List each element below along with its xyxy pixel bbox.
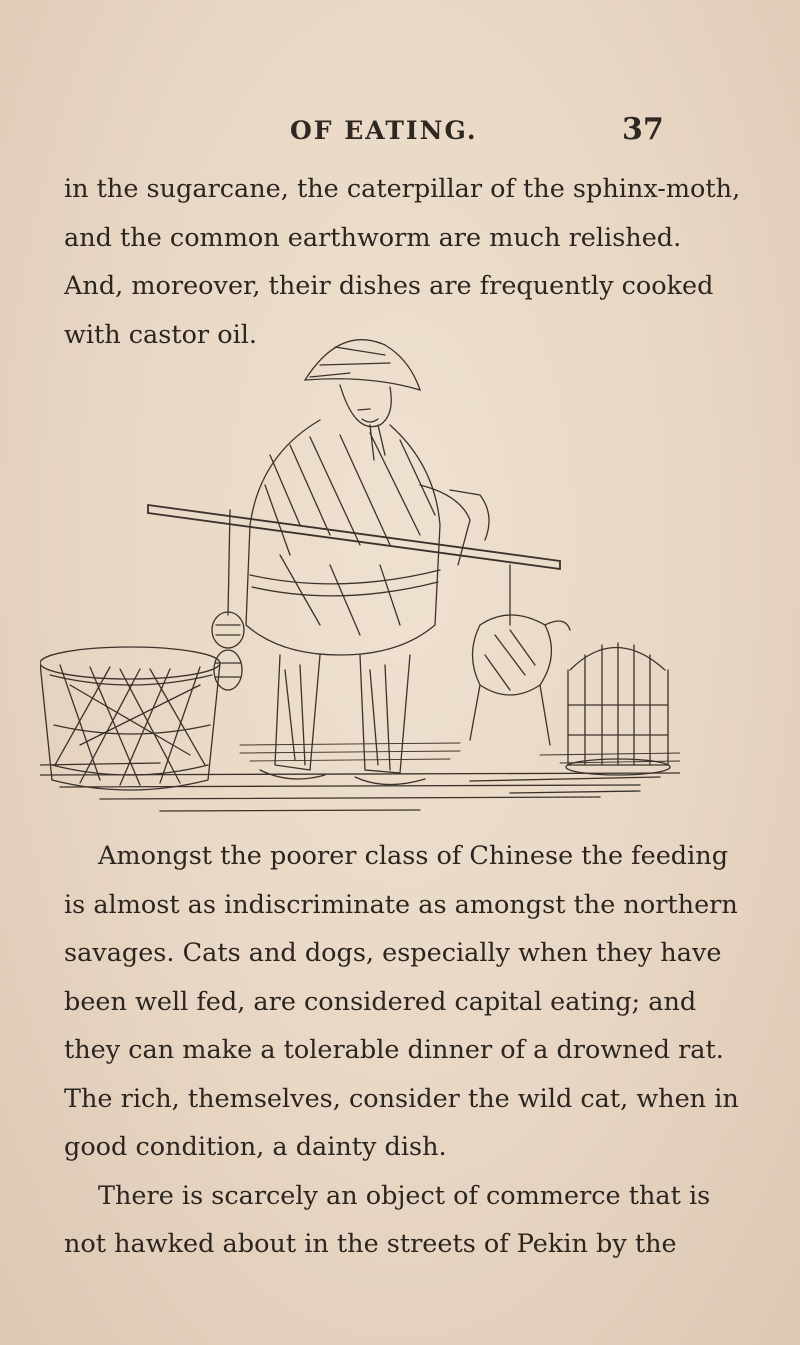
text-line: The rich, themselves, consider the wild cat, when in bbox=[64, 1083, 739, 1114]
text-line: they can make a tolerable dinner of a drowned rat. bbox=[64, 1035, 724, 1065]
text-line: There is scarcely an object of commerce that is bbox=[98, 1180, 711, 1211]
text-line: in the sugarcane, the caterpillar of the sphinx-moth, bbox=[64, 174, 741, 204]
text-line: Amongst the poorer class of Chinese the feeding bbox=[98, 841, 729, 871]
background-hatching bbox=[240, 743, 680, 763]
text-line: is almost as indiscriminate as amongst the northern bbox=[64, 889, 738, 920]
vendor-figure bbox=[246, 340, 489, 785]
vendor-engraving-svg bbox=[40, 325, 680, 835]
text-line: not hawked about in the streets of Pekin by the bbox=[64, 1229, 677, 1259]
woven-basket bbox=[40, 647, 220, 790]
ground-hatching bbox=[40, 763, 680, 811]
paragraph-2 bbox=[64, 832, 739, 1269]
page-header bbox=[0, 112, 800, 156]
text-line: been well fed, are considered capital eating; and bbox=[64, 986, 697, 1017]
hanging-animal bbox=[470, 565, 570, 745]
page-number: 37 bbox=[622, 112, 664, 147]
text-line: savages. Cats and dogs, especially when they have bbox=[64, 938, 722, 968]
carrying-pole bbox=[148, 505, 560, 569]
text-line: And, moreover, their dishes are frequently cooked bbox=[64, 271, 714, 301]
text-line: with castor oil. bbox=[64, 319, 257, 350]
text-line: good condition, a dainty dish. bbox=[64, 1132, 447, 1162]
engraving-illustration bbox=[40, 325, 680, 835]
text-line: and the common earthworm are much relished. bbox=[64, 222, 682, 253]
hanging-lantern bbox=[212, 510, 244, 690]
bird-cage bbox=[566, 643, 670, 775]
running-head: OF EATING. bbox=[290, 116, 478, 145]
